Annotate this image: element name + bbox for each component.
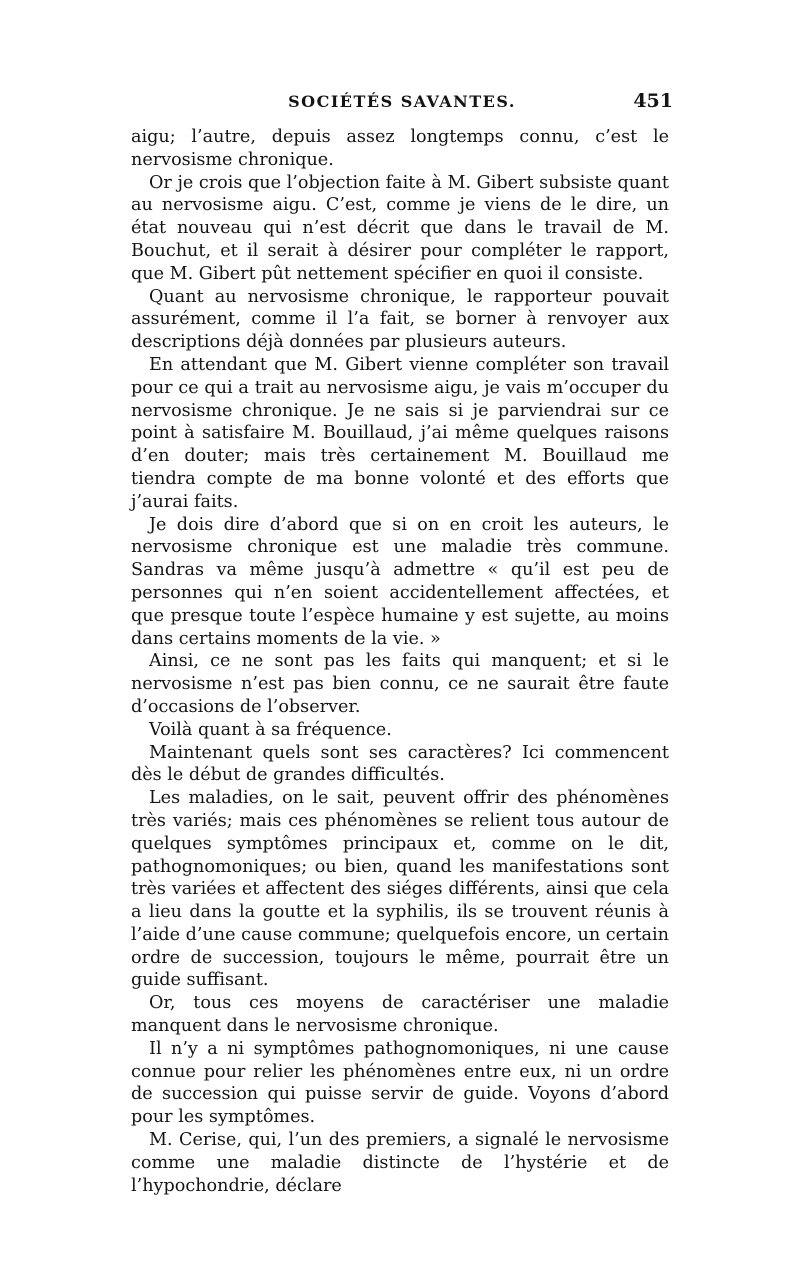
paragraph-1: aigu; l’autre, depuis assez longtemps connu, c’est le nervosisme chronique. <box>131 127 669 170</box>
running-title: SOCIÉTÉS SAVANTES. <box>288 92 516 111</box>
paragraph-11: Il n’y a ni symptômes pathognomoniques, ni une cause connue pour relier les phénomènes entre eux, ni un ordre de succession qui puisse servir de guide. Voyons d’abord pour les symptômes. <box>131 1038 669 1128</box>
paragraph-4: En attendant que M. Gibert vienne compléter son travail pour ce qui a trait au nervosisme aigu, je vais m’occuper du nervosisme chronique. Je ne sais si je parviendrai sur ce point à satisfaire M. Bouillaud, j’ai même quelques raisons d’en douter; mais très certainement M. Bouillaud me tiendra compte de ma bonne volonté et des efforts que j’aurai faits. <box>131 354 669 512</box>
paragraph-7: Voilà quant à sa fréquence. <box>149 719 392 740</box>
body-text <box>131 126 669 1197</box>
paragraph-9: Les maladies, on le sait, peuvent offrir des phénomènes très variés; mais ces phénomènes se relient tous autour de quelques symptômes principaux et, comme on le dit, pathognomoniques; ou bien, quand les manifestations sont très variées et affectent des siéges différents, ainsi que cela a lieu dans la goutte et la syphilis, ils se trouvent réunis à l’aide d’une cause commune; quelquefois encore, un certain ordre de succession, toujours le même, pourrait être un guide suffisant. <box>131 788 669 991</box>
paragraph-12: M. Cerise, qui, l’un des premiers, a signalé le nervosisme comme une maladie distincte de l’hystérie et de l’hypochondrie, déclare <box>131 1130 669 1196</box>
paragraph-2: Or je crois que l’objection faite à M. Gibert subsiste quant au nervosisme aigu. C’est, comme je viens de le dire, un état nouveau qui n’est décrit que dans le travail de M. Bouchut, et il serait à désirer pour compléter le rapport, que M. Gibert pût nettement spécifier en quoi il consiste. <box>131 172 669 284</box>
paragraph-8: Maintenant quels sont ses caractères? Ici commencent dès le début de grandes difficultés. <box>131 742 669 786</box>
page-header <box>131 92 673 118</box>
paragraph-6: Ainsi, ce ne sont pas les faits qui manquent; et si le nervosisme n’est pas bien connu, ce ne saurait être faute d’occasions de l’observer. <box>131 651 669 717</box>
page-number: 451 <box>633 90 673 112</box>
paragraph-5: Je dois dire d’abord que si on en croit les auteurs, le nervosisme chronique est une maladie très commune. Sandras va même jusqu’à admettre « qu’il est peu de personnes qui n’en soient accidentellement affectées, et que presque toute l’espèce humaine y est sujette, au moins dans certains moments de la vie. » <box>131 514 669 649</box>
paragraph-3: Quant au nervosisme chronique, le rapporteur pouvait assurément, comme il l’a fait, se borner à renvoyer aux descriptions déjà données par plusieurs auteurs. <box>131 286 669 353</box>
paragraph-10: Or, tous ces moyens de caractériser une maladie manquent dans le nervosisme chronique. <box>131 993 669 1037</box>
